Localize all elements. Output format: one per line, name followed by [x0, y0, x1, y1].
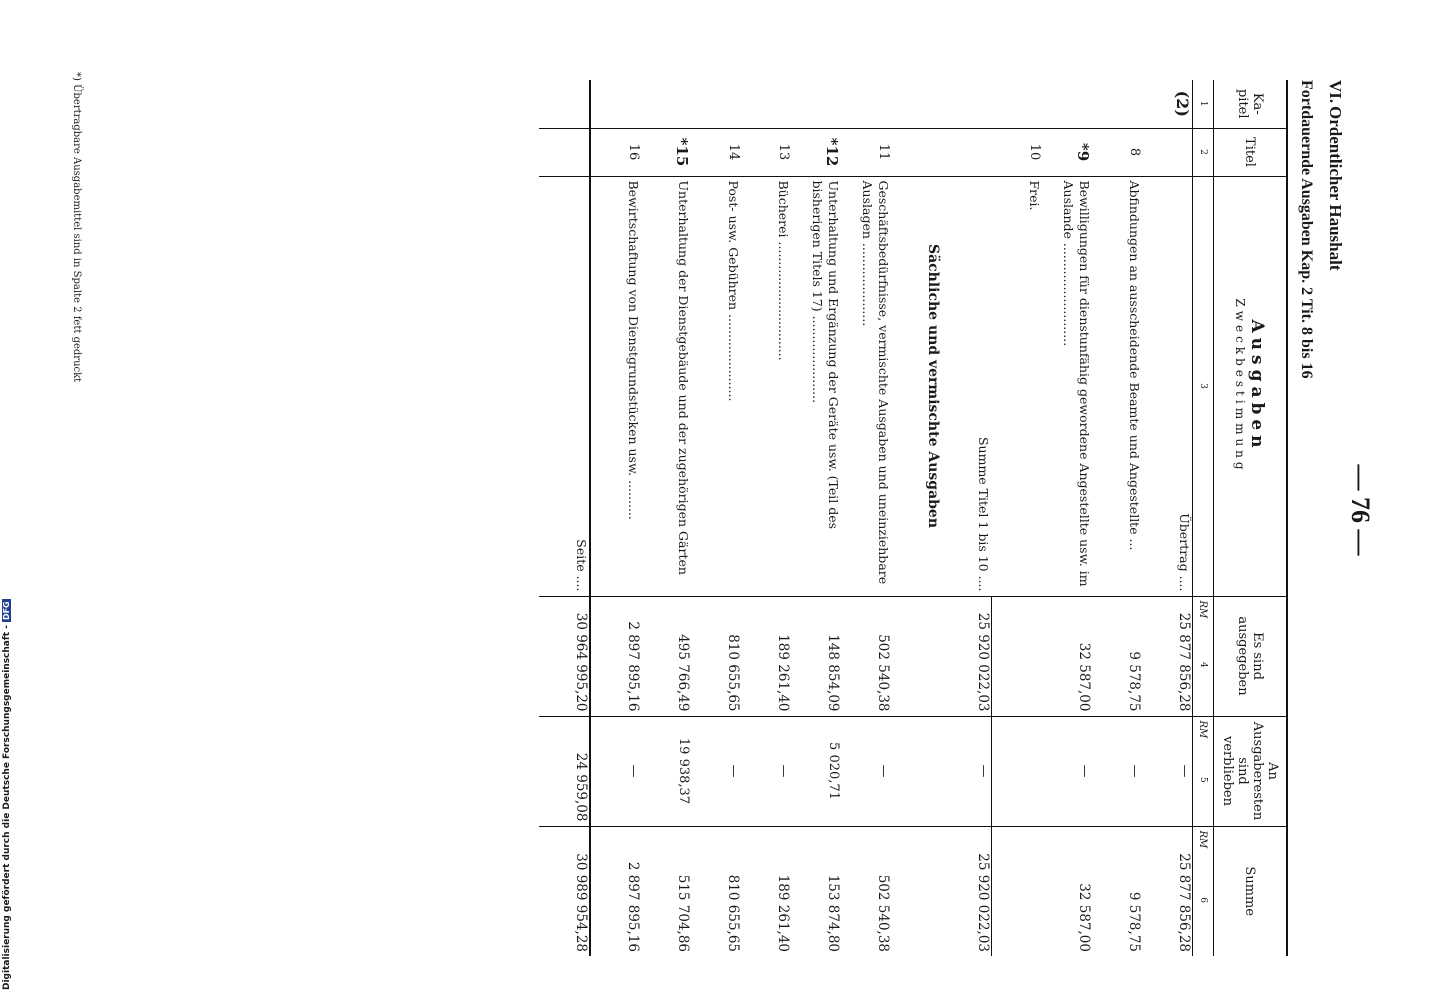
- titel-cell: [1142, 128, 1193, 176]
- header-zweckbestimmung: [1214, 176, 1288, 596]
- ausgegeben-cell: [992, 596, 1043, 716]
- title-text: Ordentlicher Haushalt: [1326, 106, 1345, 271]
- header-summe: Summe: [1214, 826, 1288, 956]
- reste-cell: —: [590, 716, 641, 826]
- col-number-4: RM 4: [1193, 596, 1214, 716]
- unit-label: RM: [1197, 600, 1209, 619]
- kapitel-cell: [1092, 80, 1142, 128]
- table-row: [992, 80, 1043, 956]
- kapitel-cell: [641, 80, 691, 128]
- document-title: [1325, 80, 1345, 271]
- ausgegeben-cell: 495 766,49: [641, 596, 691, 716]
- subtotal-row: [941, 80, 992, 956]
- ausgegeben-cell: 25 877 856,28: [1142, 596, 1193, 716]
- zweck-cell: Post- usw. Gebühren ......................: [691, 176, 741, 596]
- header-titel: Titel: [1214, 128, 1288, 176]
- reste-cell: —: [1042, 716, 1092, 826]
- kapitel-cell: [891, 80, 941, 128]
- zweck-cell: Bewilligungen für dienstunfähig gewordene Angestellte usw. im Auslande ..........................: [1042, 176, 1092, 596]
- titel-cell: 11: [841, 128, 891, 176]
- ausgegeben-cell: 502 540,38: [841, 596, 891, 716]
- ausgegeben-cell: 32 587,00: [1042, 596, 1092, 716]
- titel-cell: [539, 128, 590, 176]
- page-number: — 76 —: [1346, 464, 1375, 556]
- header-ausgabereste: An Ausgaberesten sind verblieben: [1214, 716, 1288, 826]
- ausgegeben-cell: 9 578,75: [1092, 596, 1142, 716]
- ausgegeben-cell: 25 920 022,03: [941, 596, 992, 716]
- reste-cell: [992, 716, 1043, 826]
- col-number-3: 3: [1193, 176, 1214, 596]
- header-ausgaben: Ausgaben: [1247, 319, 1267, 453]
- table-row: [741, 80, 791, 956]
- titel-cell: *12: [791, 128, 841, 176]
- zweck-cell: Summe Titel 1 bis 10 ....: [941, 176, 992, 596]
- reste-cell: —: [941, 716, 992, 826]
- col-number-6: RM 6: [1193, 826, 1214, 956]
- ausgegeben-cell: 2 897 895,16: [590, 596, 641, 716]
- table-row: [1092, 80, 1142, 956]
- reste-cell: —: [1092, 716, 1142, 826]
- table-row: [641, 80, 691, 956]
- ausgegeben-cell: 148 854,09: [791, 596, 841, 716]
- kapitel-cell: [791, 80, 841, 128]
- section-heading: Sächliche und vermischte Ausgaben: [891, 176, 941, 596]
- table-row: [841, 80, 891, 956]
- titel-cell: 16: [590, 128, 641, 176]
- header-ausgegeben: Es sind ausgegeben: [1214, 596, 1288, 716]
- footnote: *) Übertragbare Ausgabemittel sind in Spalte 2 fett gedruckt: [71, 72, 82, 383]
- summe-cell: 32 587,00: [1042, 826, 1092, 956]
- col-number-1: 1: [1193, 80, 1214, 128]
- zweck-cell: Abfindungen an ausscheidende Beamte und Angestellte ...: [1092, 176, 1142, 596]
- reste-cell: [891, 716, 941, 826]
- reste-cell: —: [841, 716, 891, 826]
- zweck-cell: Unterhaltung der Dienstgebäude und der zugehörigen Gärten: [641, 176, 691, 596]
- summe-cell: [992, 826, 1043, 956]
- table-row: [1042, 80, 1092, 956]
- kapitel-cell: [590, 80, 641, 128]
- ausgegeben-cell: 189 261,40: [741, 596, 791, 716]
- unit-label: RM: [1197, 720, 1209, 739]
- zweck-cell: Unterhaltung und Ergänzung der Geräte usw. (Teil des bisherigen Titels 17) ......................: [791, 176, 841, 596]
- dfg-logo: DFG: [2, 601, 11, 621]
- header-zweck: Zweckbestimmung: [1233, 298, 1247, 474]
- titel-cell: *9: [1042, 128, 1092, 176]
- summe-cell: [891, 826, 941, 956]
- total-summe: 30 989 954,28: [539, 826, 590, 956]
- col-number-2: 2: [1193, 128, 1214, 176]
- ausgegeben-cell: [891, 596, 941, 716]
- reste-cell: —: [1142, 716, 1193, 826]
- table-row: [1142, 80, 1193, 956]
- kapitel-cell: [992, 80, 1043, 128]
- header-kapitel: Ka-pitel: [1214, 80, 1288, 128]
- ausgegeben-cell: 810 655,65: [691, 596, 741, 716]
- summe-cell: 502 540,38: [841, 826, 891, 956]
- titel-cell: 14: [691, 128, 741, 176]
- digitization-credit: [2, 600, 16, 990]
- titel-cell: 13: [741, 128, 791, 176]
- document-subtitle: Fortdauernde Ausgaben Kap. 2 Tit. 8 bis 16: [1298, 80, 1315, 379]
- reste-cell: 19 938,37: [641, 716, 691, 826]
- rotated-document-page: [65, 50, 1375, 970]
- summe-cell: 810 655,65: [691, 826, 741, 956]
- zweck-cell: Bücherei ..............................: [741, 176, 791, 596]
- reste-cell: 5 020,71: [791, 716, 841, 826]
- summe-cell: 25 920 022,03: [941, 826, 992, 956]
- section-roman: VI.: [1326, 80, 1345, 104]
- titel-cell: 10: [992, 128, 1043, 176]
- zweck-cell: Bewirtschaftung von Dienstgrundstücken usw. ..........: [590, 176, 641, 596]
- header-row: [1214, 80, 1288, 956]
- kapitel-cell: [941, 80, 992, 128]
- summe-cell: 25 877 856,28: [1142, 826, 1193, 956]
- table-row: [590, 80, 641, 956]
- total-label: Seite ....: [539, 176, 590, 596]
- kapitel-cell: (2): [1173, 90, 1192, 117]
- col-number-5: RM 5: [1193, 716, 1214, 826]
- reste-cell: —: [691, 716, 741, 826]
- section-heading-row: [891, 80, 941, 956]
- summe-cell: 515 704,86: [641, 826, 691, 956]
- total-ausgegeben: 30 964 995,20: [539, 596, 590, 716]
- kapitel-cell: [741, 80, 791, 128]
- kapitel-cell: [691, 80, 741, 128]
- zweck-cell: Geschäftsbedürfnisse, vermischte Ausgaben und uneinziehbare Auslagen .....................: [841, 176, 891, 596]
- reste-cell: —: [741, 716, 791, 826]
- table-row: [791, 80, 841, 956]
- summe-cell: 189 261,40: [741, 826, 791, 956]
- table-row: [691, 80, 741, 956]
- unit-label: RM: [1197, 830, 1209, 849]
- summe-cell: 2 897 895,16: [590, 826, 641, 956]
- zweck-cell: Übertrag ....: [1142, 176, 1193, 596]
- kapitel-cell: [539, 80, 590, 128]
- kapitel-cell: [841, 80, 891, 128]
- kapitel-cell: [1042, 80, 1092, 128]
- titel-cell: [891, 128, 941, 176]
- total-row: [539, 80, 590, 956]
- titel-cell: *15: [641, 128, 691, 176]
- summe-cell: 9 578,75: [1092, 826, 1142, 956]
- column-number-row: [1193, 80, 1214, 956]
- summe-cell: 153 874,80: [791, 826, 841, 956]
- ledger-table: [539, 80, 1288, 956]
- credit-text: Digitalisierung gefördert durch die Deutsche Forschungsgemeinschaft -: [2, 625, 12, 990]
- titel-cell: [941, 128, 992, 176]
- titel-cell: 8: [1092, 128, 1142, 176]
- zweck-cell: Frei.: [992, 176, 1043, 596]
- total-reste: 24 959,08: [539, 716, 590, 826]
